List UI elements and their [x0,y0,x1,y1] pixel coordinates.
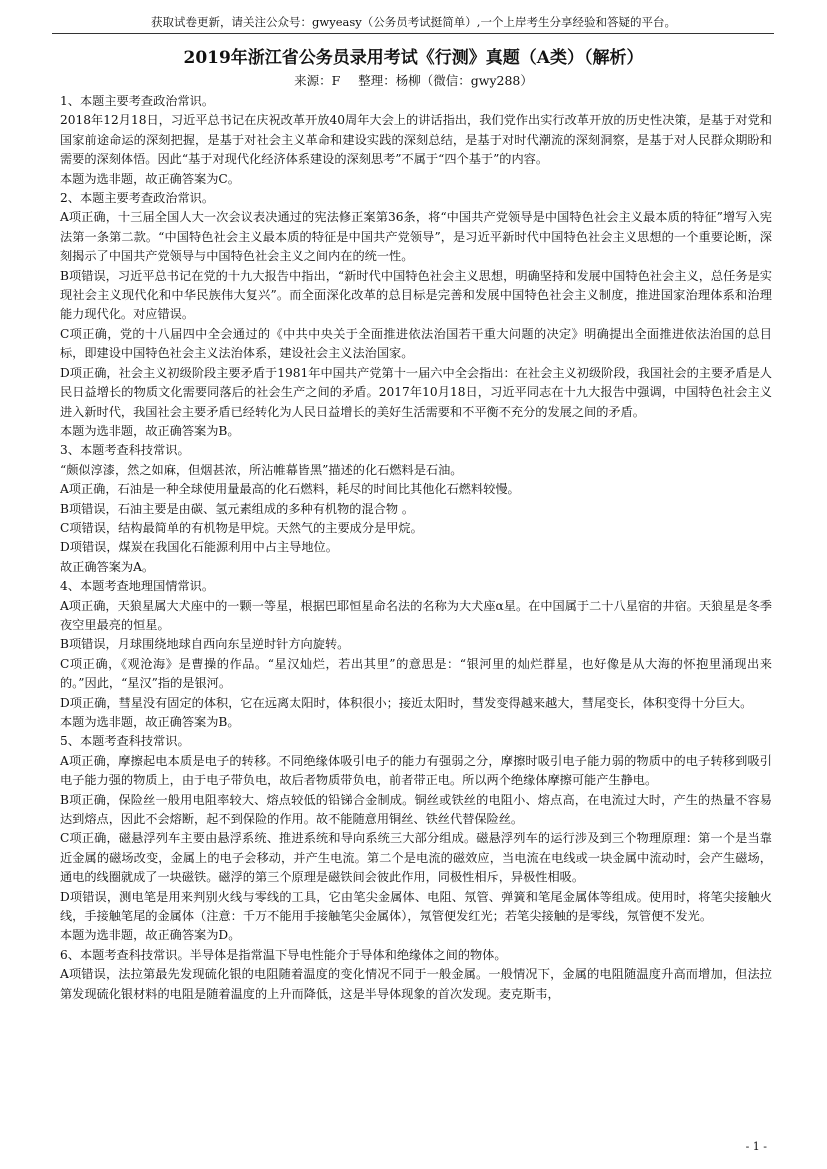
paragraph: A项正确，石油是一种全球使用量最高的化石燃料，耗尽的时间比其他化石燃料较慢。 [60,482,520,497]
paragraph: A项正确，天狼星属大犬座中的一颗一等星，根据巴耶恒星命名法的名称为大犬座α星。在中国属于二十八星宿的井宿。天狼星是冬季夜空里最亮的恒星。 [60,598,772,632]
paragraph: 本题为选非题，故正确答案为B。 [60,715,240,729]
paragraph: B项错误，月球围绕地球自西向东呈逆时针方向旋转。 [60,637,350,652]
paragraph: B项错误，石油主要是由碳、氢元素组成的多种有机物的混合物 。 [60,501,415,516]
document-meta [0,72,827,89]
paragraph: C项正确，党的十八届四中全会通过的《中共中央关于全面推进依法治国若干重大问题的决定》明确提出全面推进依法治国的总目标，即建设中国特色社会主义法治体系，建设社会主义法治国家。 [60,326,772,361]
paragraph: D项错误，煤炭在我国化石能源利用中占主导地位。 [60,540,338,555]
paragraph: A项正确，十三届全国人大一次会议表决通过的宪法修正案第36条，将“中国共产党领导是中国特色社会主义最本质的特征”增写入宪法第一条第二款。“中国特色社会主义最本质的特征是中国共产党领导”，是习近平新时代中国特色社会主义思想的一个重要论断，深刻揭示了中国共产党领导与中国特色社会主义之间内在的统一性。 [60,210,772,264]
paragraph: 本题为选非题，故正确答案为C。 [60,171,240,186]
document-title: 2019年浙江省公务员录用考试《行测》真题（A类）（解析） [183,48,644,68]
paragraph: 1、本题主要考查政治常识。 [60,94,215,108]
paragraph: 6、本题考查科技常识。半导体是指常温下导电性能介于导体和绝缘体之间的物体。 [60,947,507,962]
paragraph: B项正确，保险丝一般用电阻率较大、熔点较低的铅锑合金制成。铜丝或铁丝的电阻小、熔点高，在电流过大时，产生的热量不容易达到熔点，因此不会熔断，起不到保险的作用。故不能随意用铜丝、铁丝代替保险丝。 [60,792,772,827]
paragraph: B项错误，习近平总书记在党的十九大报告中指出，“新时代中国特色社会主义思想，明确坚持和发展中国特色社会主义，总任务是实现社会主义现代化和中华民族伟大复兴”。而全面深化改革的总目标是完善和发展中国特色社会主义制度，推进国家治理体系和治理能力现代化。对应错误。 [60,268,772,322]
header-divider [52,33,774,34]
paragraph: D项正确，彗星没有固定的体积，它在远离太阳时，体积很小；接近太阳时，彗发变得越来越大，彗尾变长，体积变得十分巨大。 [60,695,753,710]
page-number: - 1 - [745,1140,767,1153]
paragraph: A项正确，摩擦起电本质是电子的转移。不同绝缘体吸引电子的能力有强弱之分，摩擦时吸引电子能力弱的物质中的电子转移到吸引电子能力强的物质上，由于电子带负电，故后者物质带负电，前者带正电。所以两个绝缘体摩擦可能产生静电。 [60,753,772,788]
paragraph: D项正确，社会主义初级阶段主要矛盾于1981年中国共产党第十一届六中全会指出：在社会主义初级阶段，我国社会的主要矛盾是人民日益增长的物质文化需要同落后的社会生产之间的矛盾。2017年10月18日，习近平同志在十九大报告中强调，中国特色社会主义进入新时代，我国社会主要矛盾已经转化为人民日益增长的美好生活需要和不平衡不充分的发展之间的矛盾。 [60,365,772,419]
paragraph: 本题为选非题，故正确答案为B。 [60,423,240,438]
paragraph: 故正确答案为A。 [60,559,155,574]
paragraph: C项正确，磁悬浮列车主要由悬浮系统、推进系统和导向系统三大部分组成。磁悬浮列车的运行涉及到三个物理原理：第一个是当靠近金属的磁场改变，金属上的电子会移动，并产生电流。第二个是电流的磁效应，当电流在电线或一块金属中流动时，会产生磁场，通电的线圈就成了一块磁铁。磁浮的第三个原理是磁铁间会彼此作用，同极性相斥，异极性相吸。 [60,831,772,885]
paragraph: C项错误，结构最简单的有机物是甲烷。天然气的主要成分是甲烷。 [60,520,423,535]
document-source: 来源：F [294,73,341,88]
document-editor: 整理：杨柳（微信：gwy288） [358,73,533,88]
header-notice: 获取试卷更新，请关注公众号：gwyeasy（公务员考试挺简单）,一个上岸考生分享经验和答疑的平台。 [151,15,676,29]
paragraph: 2018年12月18日，习近平总书记在庆祝改革开放40周年大会上的讲话指出，我们党作出实行改革开放的历史性决策，是基于对党和国家前途命运的深刻把握，是基于对社会主义革命和建设实践的深刻总结，是基于对时代潮流的深刻洞察，是基于对人民群众期盼和需要的深刻体悟。因此“基于对现代化经济体系建设的深刻思考”不属于“四个基于”的内容。 [60,113,772,167]
paragraph: A项错误，法拉第最先发现硫化银的电阻随着温度的变化情况不同于一般金属。一般情况下，金属的电阻随温度升高而增加，但法拉第发现硫化银材料的电阻是随着温度的上升而降低，这是半导体现象的首次发现。麦克斯韦， [60,967,772,1001]
paragraph: 2、本题主要考查政治常识。 [60,191,215,206]
paragraph: “颇似淳漆，然之如麻，但烟甚浓，所沾帷幕皆黑”描述的化石燃料是石油。 [60,462,463,477]
paragraph: 5、本题考查科技常识。 [60,734,190,749]
paragraph: D项错误，测电笔是用来判别火线与零线的工具，它由笔尖金属体、电阻、氖管、弹簧和笔尾金属体等组成。使用时，将笔尖接触火线，手接触笔尾的金属体（注意：千万不能用手接触笔尖金属体），氖管便发红光；若笔尖接触的是零线，氖管便不发光。 [60,889,772,924]
paragraph: 本题为选非题，故正确答案为D。 [60,928,241,943]
paragraph: 3、本题考查科技常识。 [60,443,190,458]
paragraph: 4、本题考查地理国情常识。 [60,579,215,594]
document-body [60,92,772,1004]
paragraph: C项正确，《观沧海》是曹操的作品。“星汉灿烂，若出其里”的意思是：“银河里的灿烂群星，也好像是从大海的怀抱里涌现出来的。”因此，“星汉”指的是银河。 [60,656,772,691]
